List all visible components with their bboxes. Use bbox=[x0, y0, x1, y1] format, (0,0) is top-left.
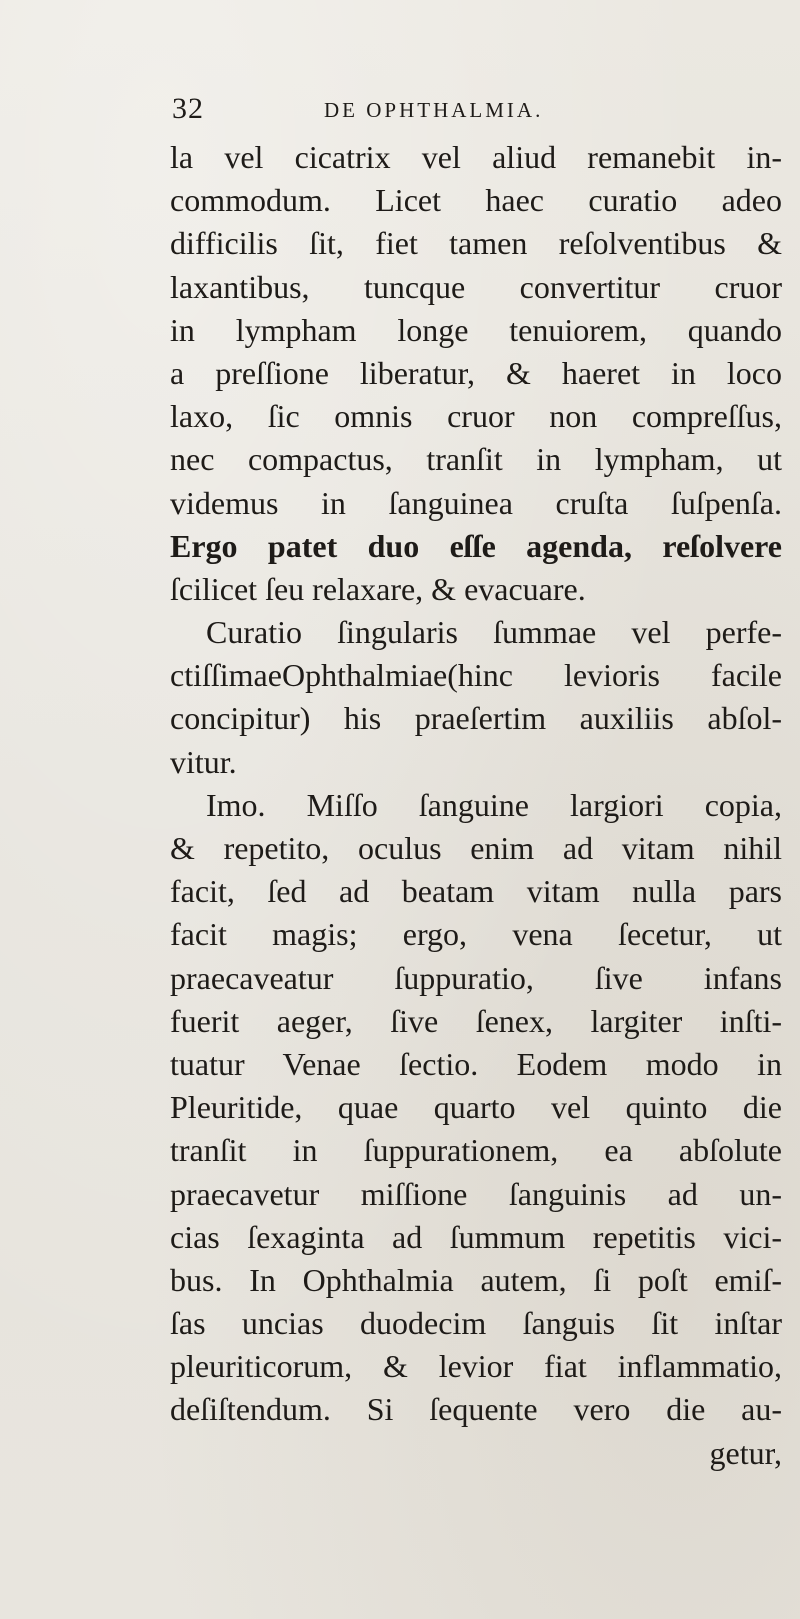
text-line: cias ſexaginta ad ſummum repetitis vici- bbox=[170, 1218, 782, 1255]
text-line: Ergo patet duo eſſe agenda, reſolvere bbox=[170, 527, 782, 564]
catchword: getur, bbox=[709, 1434, 782, 1471]
page-number: 32 bbox=[172, 92, 204, 125]
text-line: nec compactus, tranſit in lympham, ut bbox=[170, 441, 782, 478]
text-line: tranſit in ſuppurationem, ea abſolute bbox=[170, 1132, 782, 1169]
text-line: vitur. bbox=[170, 743, 237, 780]
text-line: videmus in ſanguinea cruſta ſuſpenſa. bbox=[170, 484, 782, 521]
text-line: ſcilicet ſeu relaxare, & evacuare. bbox=[170, 570, 586, 607]
text-line: pleuriticorum, & levior fiat inflammatio, bbox=[170, 1348, 782, 1385]
text-line: fuerit aeger, ſive ſenex, largiter inſti- bbox=[170, 1002, 782, 1039]
text-line: praecavetur miſſione ſanguinis ad un- bbox=[170, 1175, 782, 1212]
text-line: a preſſione liberatur, & haeret in loco bbox=[170, 354, 782, 391]
body-text bbox=[170, 136, 782, 1475]
text-line: laxo, ſic omnis cruor non compreſſus, bbox=[170, 398, 782, 435]
text-line: facit magis; ergo, vena ſecetur, ut bbox=[170, 916, 782, 953]
text-line: praecaveatur ſuppuratio, ſive infans bbox=[170, 959, 782, 996]
text-line: & repetito, oculus enim ad vitam nihil bbox=[170, 830, 782, 866]
text-line: laxantibus, tuncque convertitur cruor bbox=[170, 268, 782, 305]
text-line: tuatur Venae ſectio. Eodem modo in bbox=[170, 1045, 782, 1082]
running-title: DE OPHTHALMIA. bbox=[324, 98, 544, 122]
text-line: in lympham longe tenuiorem, quando bbox=[170, 311, 782, 348]
text-line: ctiſſimaeOphthalmiae(hinc levioris facile bbox=[170, 657, 782, 694]
text-line: ſas uncias duodecim ſanguis ſit inſtar bbox=[170, 1305, 782, 1342]
text-line: la vel cicatrix vel aliud remanebit in- bbox=[170, 139, 782, 175]
text-line: facit, ſed ad beatam vitam nulla pars bbox=[170, 873, 782, 910]
text-line: difficilis ſit, fiet tamen reſolventibus & bbox=[170, 225, 782, 262]
text-line: Curatio ſingularis ſummae vel perfe- bbox=[206, 614, 782, 651]
text-line: Imo. Miſſo ſanguine largiori copia, bbox=[206, 786, 782, 823]
text-line: deſiſtendum. Si ſequente vero die au- bbox=[170, 1391, 782, 1428]
text-line: commodum. Licet haec curatio adeo bbox=[170, 182, 782, 219]
page-header bbox=[172, 92, 772, 132]
text-line: Pleuritide, quae quarto vel quinto die bbox=[170, 1089, 782, 1126]
text-line: bus. In Ophthalmia autem, ſi poſt emiſ- bbox=[170, 1261, 782, 1298]
text-line: concipitur) his praeſertim auxiliis abſol- bbox=[170, 700, 782, 737]
